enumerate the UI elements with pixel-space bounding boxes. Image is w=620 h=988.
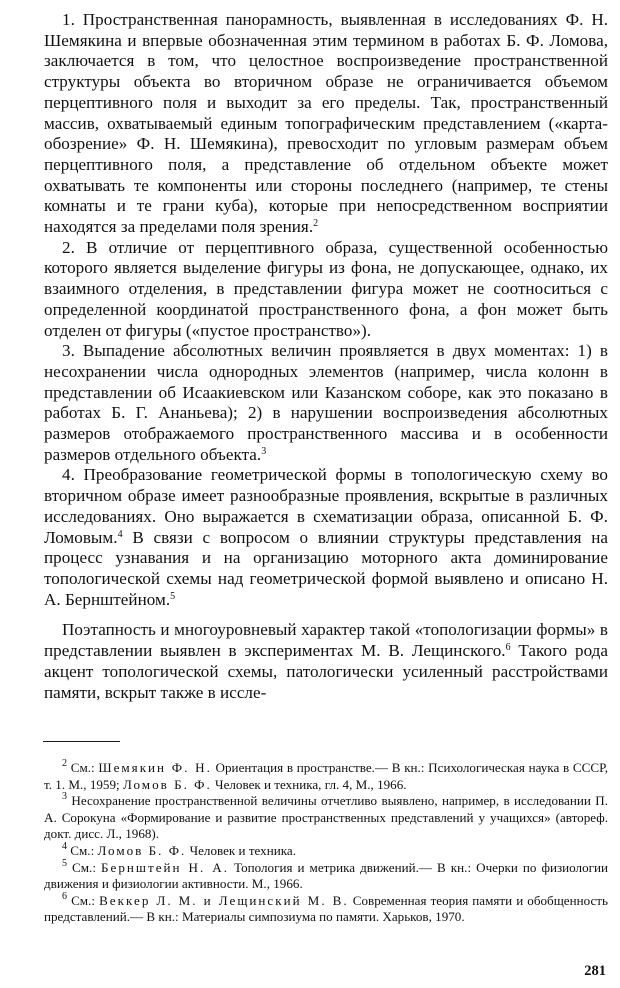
footnote-text: Человек и техника, гл. 4, М., 1966. (211, 776, 407, 792)
footnote-number: 3 (62, 791, 67, 803)
paragraph-text: Такого рода акцент топологической схемы, патологически усиленный расстройствами памяти, вскрыт также в иссле- (44, 641, 608, 702)
paragraph-1 (44, 10, 608, 238)
footnote-number: 5 (62, 857, 67, 869)
footnote-text: Современная теория памяти и обобщенность представлений.— В кн.: Материалы симпозиума по памяти. Харьков, 1970. (44, 892, 608, 925)
footnote-text: Человек и техника. (186, 842, 296, 858)
footnote-lead: См.: (67, 892, 100, 908)
footnote-2 (44, 760, 608, 793)
footnote-author: Бернштейн Н. А. (101, 859, 230, 875)
footnote-text: Топология и метрика движений.— В кн.: Очерки по физиологии движения и физиологии активности. М., 1966. (44, 859, 608, 892)
footnotes (44, 760, 608, 926)
paragraph-text: 2. В отличие от перцептивного образа, существенной особенностью которого является выделение фигуры из фона, не допускающее, однако, их взаимного отделения, в представлении фигура может не соотноситься с определенной координатой пространственного фона, а фон может быть отделен от фигуры («пустое пространство»). (44, 237, 608, 340)
footnote-author: Веккер Л. М. и Лещинский М. В. (99, 892, 349, 908)
paragraph-2 (44, 238, 608, 342)
paragraph-text: Поэтапность и многоуровневый характер такой «топологизации формы» в представлении выявлен в экспериментах М. В. Лещинского. (44, 620, 608, 661)
footnote-text: Ориентация в пространстве.— В кн.: Психологическая наука в СССР, т. 1. М., 1959; (44, 760, 608, 792)
footnote-number: 6 (62, 890, 67, 902)
footnote-author: Шемякин Ф. Н. (98, 760, 212, 775)
footnote-ref: 6 (505, 642, 511, 654)
footnote-lead: См.: (67, 859, 101, 875)
footnote-3 (44, 793, 608, 843)
footnote-number: 4 (62, 840, 67, 852)
footnote-4 (44, 840, 608, 860)
footnote-ref: 3 (261, 445, 267, 457)
footnote-author: Ломов Б. Ф. (97, 842, 187, 858)
paragraph-5 (44, 620, 608, 703)
paragraph-4 (44, 465, 608, 610)
main-text (44, 10, 608, 703)
footnote-lead: См.: (67, 760, 99, 775)
footnote-ref: 2 (313, 218, 319, 230)
footnote-5 (44, 857, 608, 893)
paragraph-text: 3. Выпадение абсолютных величин проявляется в двух моментах: 1) в несохранении числа однородных элементов (например, числа колонн в представлении об Исаакиевском или Казанском соборе, как это показано в работах Б. Г. Ананьева); 2) в нарушении воспроизведения абсолютных размеров отображаемого пространственного массива и в особенности размеров отдельного объекта. (44, 341, 608, 464)
paragraph-text: 4. Преобразование геометрической формы в топологическую схему во вторичном образе имеет разнообразные проявления, вскрытые в различных исследованиях. Оно выражается в схематизации образа, описанной Б. Ф. Ломовым. (44, 465, 608, 547)
footnote-author: Ломов Б. Ф. (122, 776, 212, 792)
footnote-ref: 4 (117, 528, 123, 540)
footnote-lead: Несохранение пространственной величины отчетливо выявлено, например, в исследовании П. А. Сорокуна «Формирование и развитие пространственных представлений у учащихся» (автореф. докт. дисс. Л., 1968). (44, 793, 608, 842)
page-number: 281 (584, 963, 606, 979)
paragraph-text: В связи с вопросом о влиянии структуры представления на процесс узнавания и на организацию моторного акта доминирование топологической схемы над геометрической формой выявлено и описано Н. А. Бернштейном. (44, 527, 608, 609)
footnote-number: 2 (62, 758, 67, 769)
footnote-divider (43, 741, 120, 742)
paragraph-text: 1. Пространственная панорамность, выявленная в исследованиях Ф. Н. Шемякина и впервые обозначенная этим термином в работах Б. Ф. Ломова, заключается в том, что целостное воспроизведение пространственной структуры объекта во вторичном образе не ограничивается объемом перцептивного поля и выходит за его пределы. Так, пространственный массив, охватываемый единым топографическим представлением («карта-обозрение» Ф. Н. Шемякина), превосходит по угловым размерам объем перцептивного поля, а представление об отдельном объекте может охватывать те компоненты или стороны последнего (например, те стены комнаты и те грани куба), которые при непосредственном восприятии находятся за пределами поля зрения. (44, 10, 608, 237)
footnote-ref: 5 (170, 590, 176, 602)
footnote-6 (44, 890, 608, 926)
paragraph-3 (44, 341, 608, 465)
footnote-lead: См.: (67, 842, 98, 858)
